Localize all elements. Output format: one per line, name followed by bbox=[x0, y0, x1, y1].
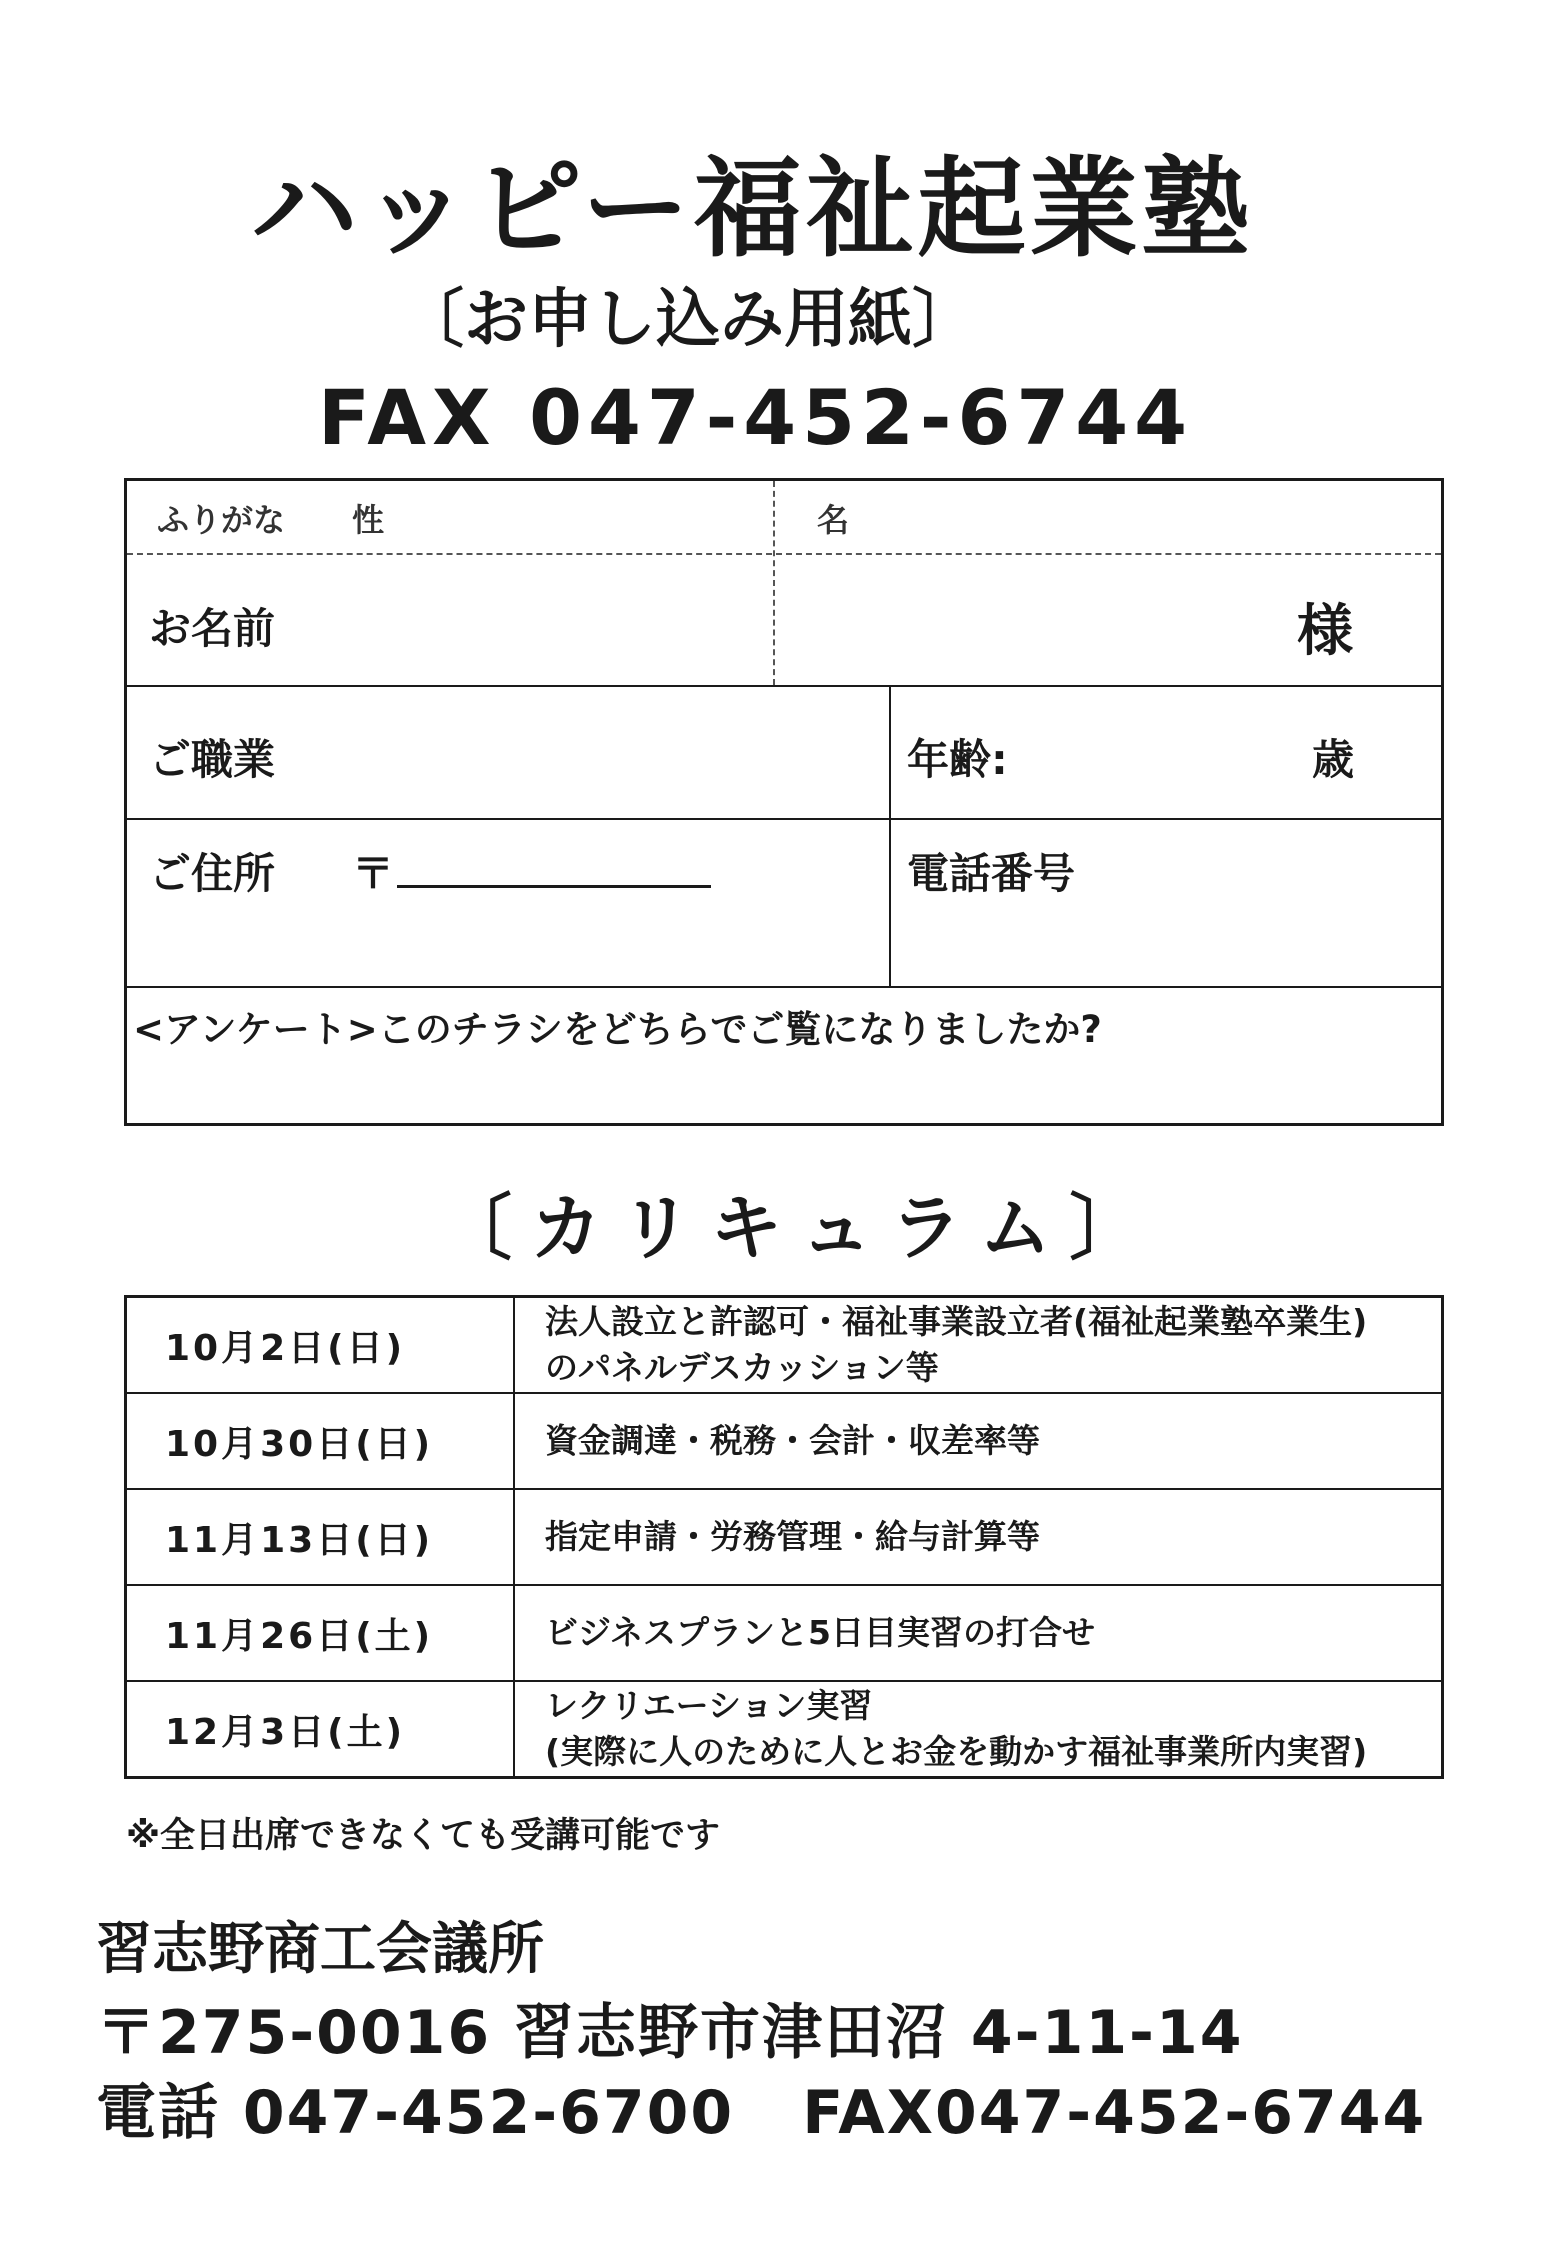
topic-line: 資金調達・税務・会計・収差率等 bbox=[545, 1421, 1040, 1460]
name-label: お名前 bbox=[149, 604, 276, 653]
topic-line: 法人設立と許認可・福祉事業設立者(福祉起業塾卒業生) bbox=[545, 1302, 1368, 1341]
column-divider bbox=[889, 685, 891, 986]
organizer-name: 習志野商工会議所 bbox=[96, 1917, 544, 1982]
occupation-label: ご職業 bbox=[149, 735, 276, 784]
topic-line: (実際に人のために人とお金を動かす福祉事業所内実習) bbox=[545, 1732, 1368, 1771]
age-unit-label: 歳 bbox=[1312, 735, 1355, 784]
phone-field[interactable] bbox=[907, 901, 1427, 981]
topic-line: 指定申請・労務管理・給与計算等 bbox=[545, 1517, 1040, 1556]
curriculum-row bbox=[126, 1489, 1443, 1585]
page-title: ハッピー福祉起業塾 bbox=[250, 147, 1254, 272]
row-divider bbox=[127, 818, 1441, 820]
postal-code-field[interactable] bbox=[397, 885, 711, 888]
name-field[interactable] bbox=[447, 561, 1267, 677]
session-date: 12月3日(土) bbox=[126, 1681, 515, 1778]
furigana-divider bbox=[127, 553, 1441, 555]
row-divider bbox=[127, 685, 1441, 687]
session-topic bbox=[514, 1393, 1443, 1489]
sei-label: 性 bbox=[352, 501, 385, 539]
session-date: 11月26日(土) bbox=[126, 1585, 515, 1681]
curriculum-row bbox=[126, 1393, 1443, 1489]
organizer-phone: 電話 047-452-6700 bbox=[96, 2078, 735, 2148]
organizer-fax: FAX047-452-6744 bbox=[802, 2078, 1427, 2148]
sama-label: 様 bbox=[1297, 599, 1353, 664]
topic-line: ビジネスプランと5日目実習の打合せ bbox=[545, 1613, 1095, 1652]
curriculum-row bbox=[126, 1681, 1443, 1778]
curriculum-heading: 〔カリキュラム〕 bbox=[440, 1186, 1160, 1270]
phone-label: 電話番号 bbox=[907, 849, 1076, 898]
fax-number-heading: FAX 047-452-6744 bbox=[318, 373, 1193, 462]
page-subtitle: 〔お申し込み用紙〕 bbox=[400, 283, 976, 357]
age-label: 年齢: bbox=[907, 735, 1008, 784]
session-topic bbox=[514, 1681, 1443, 1778]
curriculum-row bbox=[126, 1297, 1443, 1394]
session-date: 10月2日(日) bbox=[126, 1297, 515, 1394]
topic-line: のパネルデスカッション等 bbox=[545, 1348, 939, 1387]
topic-line: レクリエーション実習 bbox=[545, 1686, 873, 1725]
row-divider bbox=[127, 986, 1441, 988]
curriculum-table bbox=[124, 1295, 1444, 1779]
application-form bbox=[124, 478, 1444, 1126]
session-topic bbox=[514, 1297, 1443, 1394]
survey-question: <アンケート>このチラシをどちらでご覧になりましたか? bbox=[133, 1008, 1102, 1051]
occupation-field[interactable] bbox=[327, 693, 867, 811]
session-date: 11月13日(日) bbox=[126, 1489, 515, 1585]
mei-label: 名 bbox=[817, 501, 850, 539]
curriculum-row bbox=[126, 1585, 1443, 1681]
address-field[interactable] bbox=[149, 901, 869, 981]
session-topic bbox=[514, 1489, 1443, 1585]
furigana-label: ふりがな bbox=[157, 501, 286, 539]
attendance-note: ※全日出席できなくても受講可能です bbox=[126, 1816, 721, 1856]
age-field[interactable] bbox=[1027, 693, 1287, 811]
organizer-contact bbox=[96, 2075, 1426, 2151]
address-label: ご住所 bbox=[149, 849, 276, 898]
organizer-address: 〒275-0016 習志野市津田沼 4-11-14 bbox=[96, 1998, 1244, 2068]
survey-answer-field[interactable] bbox=[147, 1053, 1427, 1119]
session-date: 10月30日(日) bbox=[126, 1393, 515, 1489]
postal-mark: 〒 bbox=[352, 849, 395, 898]
session-topic bbox=[514, 1585, 1443, 1681]
